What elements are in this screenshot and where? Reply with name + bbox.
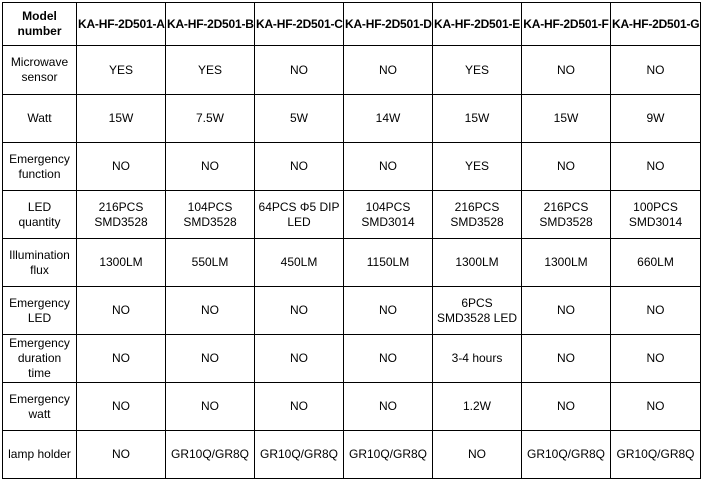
value-cell bbox=[522, 46, 611, 95]
table-row bbox=[3, 287, 701, 335]
cell-value: NO bbox=[290, 62, 308, 77]
table-row bbox=[3, 95, 701, 143]
value-cell bbox=[433, 143, 522, 191]
table-row bbox=[3, 46, 701, 95]
value-cell bbox=[77, 335, 166, 383]
value-cell bbox=[611, 46, 701, 95]
cell-value: NO bbox=[112, 351, 130, 365]
value-cell bbox=[611, 239, 701, 287]
cell-value: GR10Q/GR8Q bbox=[348, 447, 428, 461]
cell-value: NO bbox=[201, 399, 219, 413]
row-label-cell bbox=[3, 239, 77, 287]
cell-value: GR10Q/GR8Q bbox=[259, 447, 339, 461]
cell-value: NO bbox=[646, 159, 665, 173]
value-cell bbox=[255, 46, 344, 95]
cell-value: 1300LM bbox=[455, 255, 499, 269]
cell-value: NO bbox=[557, 303, 575, 317]
row-label: Emergency LED bbox=[9, 295, 70, 325]
model-header-cell bbox=[255, 3, 344, 46]
row-label: lamp holder bbox=[8, 447, 71, 461]
cell-value: 3-4 hours bbox=[451, 351, 503, 365]
cell-value: NO bbox=[379, 351, 397, 365]
cell-value: NO bbox=[201, 159, 219, 173]
value-cell bbox=[166, 143, 255, 191]
value-cell bbox=[522, 335, 611, 383]
cell-value: NO bbox=[201, 303, 219, 317]
cell-value: 1300LM bbox=[544, 255, 588, 269]
cell-value: GR10Q/GR8Q bbox=[170, 447, 250, 461]
cell-value: NO bbox=[557, 62, 575, 77]
cell-value: YES bbox=[464, 159, 489, 173]
cell-value: YES bbox=[108, 62, 133, 77]
cell-value: GR10Q/GR8Q bbox=[616, 447, 695, 461]
header-label-cell bbox=[3, 3, 77, 46]
value-cell bbox=[433, 191, 522, 239]
value-cell bbox=[77, 287, 166, 335]
value-cell bbox=[77, 191, 166, 239]
header-label: Model number bbox=[17, 9, 62, 38]
value-cell bbox=[522, 383, 611, 431]
cell-value: NO bbox=[112, 399, 130, 413]
value-cell bbox=[166, 431, 255, 479]
cell-value: NO bbox=[112, 447, 130, 461]
cell-value: NO bbox=[646, 399, 665, 413]
value-cell bbox=[611, 143, 701, 191]
value-cell bbox=[522, 287, 611, 335]
cell-value: 15W bbox=[553, 111, 579, 125]
value-cell bbox=[166, 46, 255, 95]
value-cell bbox=[433, 95, 522, 143]
value-cell bbox=[344, 46, 433, 95]
cell-value: 100PCS SMD3014 bbox=[628, 199, 683, 229]
value-cell bbox=[255, 431, 344, 479]
value-cell bbox=[611, 95, 701, 143]
value-cell bbox=[166, 335, 255, 383]
cell-value: 550LM bbox=[191, 255, 229, 269]
cell-value: 660LM bbox=[637, 255, 674, 269]
value-cell bbox=[166, 95, 255, 143]
value-cell bbox=[77, 431, 166, 479]
table-row bbox=[3, 239, 701, 287]
cell-value: 1.2W bbox=[462, 399, 491, 413]
value-cell bbox=[77, 46, 166, 95]
cell-value: GR10Q/GR8Q bbox=[526, 447, 606, 461]
value-cell bbox=[255, 383, 344, 431]
cell-value: NO bbox=[379, 62, 397, 77]
value-cell bbox=[433, 239, 522, 287]
header-row bbox=[3, 3, 701, 46]
cell-value: 216PCS SMD3528 bbox=[539, 199, 593, 229]
value-cell bbox=[522, 95, 611, 143]
row-label-cell bbox=[3, 287, 77, 335]
cell-value: NO bbox=[468, 447, 486, 461]
cell-value: 104PCS SMD3014 bbox=[361, 199, 415, 229]
row-label-cell bbox=[3, 431, 77, 479]
cell-value: NO bbox=[201, 351, 219, 365]
cell-value: 5W bbox=[290, 111, 308, 125]
cell-value: 450LM bbox=[280, 255, 318, 269]
value-cell bbox=[522, 239, 611, 287]
row-label-cell bbox=[3, 95, 77, 143]
value-cell bbox=[522, 191, 611, 239]
model-header-cell bbox=[611, 3, 701, 46]
table-row bbox=[3, 335, 701, 383]
model-header-cell bbox=[433, 3, 522, 46]
cell-value: YES bbox=[464, 62, 489, 77]
value-cell bbox=[611, 287, 701, 335]
value-cell bbox=[344, 95, 433, 143]
cell-value: NO bbox=[290, 399, 308, 413]
value-cell bbox=[611, 431, 701, 479]
table-row bbox=[3, 191, 701, 239]
cell-value: NO bbox=[557, 159, 575, 173]
value-cell bbox=[77, 143, 166, 191]
model-header-cell bbox=[344, 3, 433, 46]
value-cell bbox=[344, 287, 433, 335]
table-row bbox=[3, 383, 701, 431]
row-label-cell bbox=[3, 383, 77, 431]
value-cell bbox=[77, 95, 166, 143]
cell-value: NO bbox=[290, 159, 308, 173]
row-label-cell bbox=[3, 335, 77, 383]
value-cell bbox=[433, 383, 522, 431]
cell-value: 9W bbox=[646, 111, 665, 125]
value-cell bbox=[255, 95, 344, 143]
value-cell bbox=[611, 383, 701, 431]
value-cell bbox=[255, 287, 344, 335]
table-body bbox=[3, 3, 701, 479]
cell-value: NO bbox=[646, 351, 665, 365]
value-cell bbox=[611, 191, 701, 239]
model-header-cell bbox=[522, 3, 611, 46]
model-name: KA-HF-2D501-E bbox=[434, 16, 521, 31]
value-cell bbox=[433, 287, 522, 335]
value-cell bbox=[255, 239, 344, 287]
cell-value: 216PCS SMD3528 bbox=[450, 199, 504, 229]
cell-value: 1300LM bbox=[99, 255, 143, 269]
cell-value: 216PCS SMD3528 bbox=[94, 199, 148, 229]
value-cell bbox=[166, 239, 255, 287]
value-cell bbox=[166, 191, 255, 239]
value-cell bbox=[611, 335, 701, 383]
cell-value: NO bbox=[646, 62, 665, 77]
cell-value: NO bbox=[646, 303, 665, 317]
cell-value: NO bbox=[379, 159, 397, 173]
row-label-cell bbox=[3, 46, 77, 95]
cell-value: 104PCS SMD3528 bbox=[183, 199, 237, 229]
row-label: Emergency duration time bbox=[9, 336, 70, 380]
value-cell bbox=[433, 335, 522, 383]
value-cell bbox=[344, 431, 433, 479]
cell-value: NO bbox=[379, 303, 397, 317]
table-row bbox=[3, 431, 701, 479]
value-cell bbox=[344, 335, 433, 383]
cell-value: 15W bbox=[108, 111, 134, 125]
model-header-cell bbox=[77, 3, 166, 46]
model-name: KA-HF-2D501-G bbox=[612, 16, 700, 31]
row-label-cell bbox=[3, 191, 77, 239]
value-cell bbox=[344, 143, 433, 191]
cell-value: NO bbox=[557, 399, 575, 413]
cell-value: NO bbox=[379, 399, 397, 413]
model-header-cell bbox=[166, 3, 255, 46]
model-name: KA-HF-2D501-C bbox=[256, 16, 343, 31]
table-row bbox=[3, 143, 701, 191]
cell-value: 7.5W bbox=[195, 111, 224, 125]
row-label: Illumination flux bbox=[9, 247, 70, 277]
value-cell bbox=[166, 383, 255, 431]
value-cell bbox=[433, 46, 522, 95]
row-label: Emergency function bbox=[9, 151, 70, 181]
row-label: Watt bbox=[27, 111, 52, 125]
value-cell bbox=[522, 143, 611, 191]
cell-value: 14W bbox=[375, 111, 401, 125]
model-name: KA-HF-2D501-B bbox=[167, 16, 254, 31]
value-cell bbox=[166, 287, 255, 335]
value-cell bbox=[77, 383, 166, 431]
cell-value: NO bbox=[112, 159, 130, 173]
spec-table bbox=[2, 2, 701, 479]
value-cell bbox=[77, 239, 166, 287]
cell-value: 1150LM bbox=[366, 255, 410, 269]
cell-value: NO bbox=[290, 303, 308, 317]
model-name: KA-HF-2D501-F bbox=[523, 16, 609, 31]
model-name: KA-HF-2D501-D bbox=[345, 16, 432, 31]
row-label: LED quantity bbox=[18, 199, 61, 229]
value-cell bbox=[344, 191, 433, 239]
cell-value: 64PCS Φ5 DIP LED bbox=[258, 199, 340, 229]
value-cell bbox=[344, 239, 433, 287]
cell-value: YES bbox=[197, 62, 222, 77]
value-cell bbox=[433, 431, 522, 479]
cell-value: NO bbox=[112, 303, 130, 317]
cell-value: 6PCS SMD3528 LED bbox=[436, 295, 518, 325]
value-cell bbox=[344, 383, 433, 431]
row-label-cell bbox=[3, 143, 77, 191]
cell-value: NO bbox=[557, 351, 575, 365]
value-cell bbox=[255, 143, 344, 191]
value-cell bbox=[255, 335, 344, 383]
value-cell bbox=[522, 431, 611, 479]
value-cell bbox=[255, 191, 344, 239]
cell-value: NO bbox=[290, 351, 308, 365]
row-label: Emergency watt bbox=[9, 391, 70, 421]
cell-value: 15W bbox=[464, 111, 490, 125]
row-label: Microwave sensor bbox=[10, 55, 69, 84]
model-name: KA-HF-2D501-A bbox=[78, 16, 165, 31]
